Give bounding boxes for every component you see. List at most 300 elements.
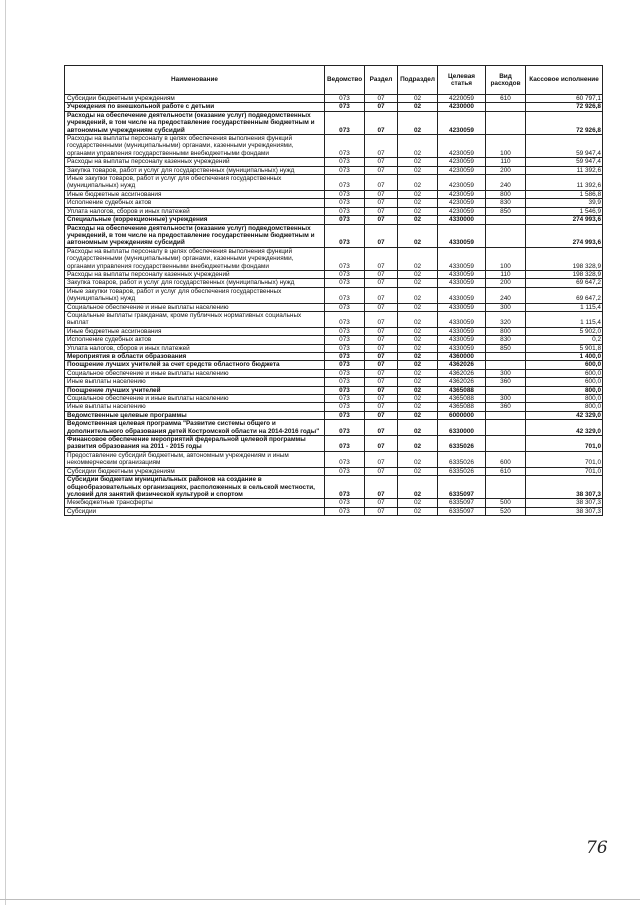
cell-target: 4330000 (438, 216, 486, 224)
cell-razdel: 07 (365, 327, 398, 335)
cell-expense-type: 850 (486, 207, 526, 215)
cell-podrazdel: 02 (398, 311, 438, 327)
cell-podrazdel: 02 (398, 303, 438, 311)
table-row (65, 420, 603, 436)
cell-expense-type: 500 (486, 499, 526, 507)
table-body (65, 95, 603, 516)
cell-expense-type: 600 (486, 451, 526, 467)
cell-expense-type: 520 (486, 507, 526, 515)
cell-expense-type (486, 224, 526, 247)
cell-razdel: 07 (365, 369, 398, 377)
cell-podrazdel: 02 (398, 378, 438, 386)
cell-target: 4330059 (438, 327, 486, 335)
cell-vedomstvo: 073 (325, 216, 365, 224)
cell-razdel: 07 (365, 279, 398, 287)
cell-amount: 1 115,4 (526, 303, 603, 311)
table-row (65, 166, 603, 174)
cell-vedomstvo: 073 (325, 386, 365, 394)
cell-vedomstvo: 073 (325, 344, 365, 352)
cell-name: Иные закупки товаров, работ и услуг для обеспечения государственных (муниципальных) нужд (65, 175, 325, 191)
cell-expense-type: 100 (486, 247, 526, 270)
cell-razdel: 07 (365, 111, 398, 134)
cell-razdel: 07 (365, 395, 398, 403)
cell-name: Ведомственная целевая программа "Развитие системы общего и дополнительного образования детей Костромской области на 2014-2016 годы" (65, 420, 325, 436)
cell-podrazdel: 02 (398, 247, 438, 270)
cell-target: 4330059 (438, 279, 486, 287)
cell-expense-type: 830 (486, 199, 526, 207)
table-row (65, 207, 603, 215)
cell-podrazdel: 02 (398, 353, 438, 361)
table-row (65, 190, 603, 198)
cell-target: 4365088 (438, 395, 486, 403)
cell-amount: 198 328,9 (526, 270, 603, 278)
cell-vedomstvo: 073 (325, 111, 365, 134)
page-edge-left (5, 0, 6, 905)
cell-podrazdel: 02 (398, 135, 438, 158)
budget-execution-table (64, 65, 603, 516)
header-target: Целевая статья (438, 66, 486, 95)
page-edge-bottom (0, 899, 640, 900)
cell-expense-type: 110 (486, 270, 526, 278)
cell-expense-type (486, 420, 526, 436)
cell-amount: 1 115,4 (526, 311, 603, 327)
cell-vedomstvo: 073 (325, 175, 365, 191)
cell-name: Субсидии бюджетным учреждениям (65, 467, 325, 475)
cell-razdel: 07 (365, 287, 398, 303)
cell-amount: 38 307,3 (526, 476, 603, 499)
cell-podrazdel: 02 (398, 190, 438, 198)
cell-target: 4330059 (438, 303, 486, 311)
cell-name: Расходы на выплаты персоналу в целях обеспечения выполнения функций государственными (муниципальными) органами, казенными учреждениями, органами управления государственными внебюджетными фондами (65, 247, 325, 270)
cell-amount: 1 546,9 (526, 207, 603, 215)
cell-vedomstvo: 073 (325, 507, 365, 515)
cell-vedomstvo: 073 (325, 207, 365, 215)
cell-podrazdel: 02 (398, 369, 438, 377)
cell-name: Поощрение лучших учителей за счет средств областного бюджета (65, 361, 325, 369)
cell-razdel: 07 (365, 224, 398, 247)
cell-name: Финансовое обеспечение мероприятий федеральной целевой программы развития образования на 2011 - 2015 годы (65, 436, 325, 452)
cell-target: 4362026 (438, 378, 486, 386)
cell-expense-type: 610 (486, 467, 526, 475)
cell-razdel: 07 (365, 190, 398, 198)
cell-razdel: 07 (365, 499, 398, 507)
cell-amount: 1 400,0 (526, 353, 603, 361)
cell-expense-type (486, 386, 526, 394)
cell-podrazdel: 02 (398, 327, 438, 335)
header-vedomstvo: Ведомство (325, 66, 365, 95)
cell-name: Расходы на выплаты персоналу казенных учреждений (65, 270, 325, 278)
cell-target: 6335026 (438, 451, 486, 467)
cell-vedomstvo: 073 (325, 436, 365, 452)
table-row (65, 403, 603, 411)
cell-amount: 800,0 (526, 395, 603, 403)
table-row (65, 336, 603, 344)
cell-vedomstvo: 073 (325, 411, 365, 419)
cell-name: Субсидии (65, 507, 325, 515)
cell-target: 4230059 (438, 190, 486, 198)
cell-name: Ведомственные целевые программы (65, 411, 325, 419)
table-row (65, 247, 603, 270)
cell-vedomstvo: 073 (325, 103, 365, 111)
cell-razdel: 07 (365, 166, 398, 174)
table-row (65, 158, 603, 166)
cell-target: 4365088 (438, 386, 486, 394)
cell-target: 4230059 (438, 166, 486, 174)
cell-amount: 38 307,3 (526, 507, 603, 515)
table-row (65, 111, 603, 134)
cell-vedomstvo: 073 (325, 270, 365, 278)
cell-vedomstvo: 073 (325, 395, 365, 403)
cell-vedomstvo: 073 (325, 361, 365, 369)
cell-name: Субсидии бюджетам муниципальных районов на создание в общеобразовательных организациях, расположенных в сельской местности, условий для занятий физической культурой и спортом (65, 476, 325, 499)
table-row (65, 287, 603, 303)
cell-expense-type: 200 (486, 166, 526, 174)
cell-podrazdel: 02 (398, 451, 438, 467)
cell-amount: 274 993,6 (526, 224, 603, 247)
cell-podrazdel: 02 (398, 287, 438, 303)
cell-podrazdel: 02 (398, 386, 438, 394)
cell-target: 4220059 (438, 95, 486, 103)
cell-target: 4230059 (438, 175, 486, 191)
cell-razdel: 07 (365, 199, 398, 207)
cell-target: 6335097 (438, 476, 486, 499)
cell-amount: 701,0 (526, 467, 603, 475)
cell-target: 4330059 (438, 224, 486, 247)
cell-target: 6335097 (438, 507, 486, 515)
cell-amount: 5 902,0 (526, 327, 603, 335)
cell-podrazdel: 02 (398, 467, 438, 475)
cell-amount: 42 329,0 (526, 420, 603, 436)
cell-name: Уплата налогов, сборов и иных платежей (65, 207, 325, 215)
table-header (65, 66, 603, 95)
table-row (65, 353, 603, 361)
cell-podrazdel: 02 (398, 199, 438, 207)
cell-target: 4360000 (438, 353, 486, 361)
cell-vedomstvo: 073 (325, 369, 365, 377)
cell-expense-type (486, 476, 526, 499)
cell-target: 4330059 (438, 336, 486, 344)
cell-razdel: 07 (365, 336, 398, 344)
cell-podrazdel: 02 (398, 279, 438, 287)
cell-razdel: 07 (365, 507, 398, 515)
cell-podrazdel: 02 (398, 344, 438, 352)
cell-amount: 0,2 (526, 336, 603, 344)
table-row (65, 216, 603, 224)
cell-target: 4230059 (438, 111, 486, 134)
table-row (65, 451, 603, 467)
cell-name: Иные бюджетные ассигнования (65, 327, 325, 335)
cell-razdel: 07 (365, 158, 398, 166)
cell-amount: 59 947,4 (526, 158, 603, 166)
cell-vedomstvo: 073 (325, 190, 365, 198)
cell-target: 6330000 (438, 420, 486, 436)
cell-podrazdel: 02 (398, 403, 438, 411)
cell-target: 4330059 (438, 247, 486, 270)
cell-razdel: 07 (365, 451, 398, 467)
cell-expense-type: 320 (486, 311, 526, 327)
header-expense-type: Вид расходов (486, 66, 526, 95)
cell-name: Расходы на выплаты персоналу в целях обеспечения выполнения функций государственными (муниципальными) органами, казенными учреждениями, органами управления государственными внебюджетными фондами (65, 135, 325, 158)
cell-amount: 42 329,0 (526, 411, 603, 419)
cell-target: 6335026 (438, 467, 486, 475)
table-row (65, 327, 603, 335)
cell-podrazdel: 02 (398, 103, 438, 111)
cell-podrazdel: 02 (398, 270, 438, 278)
cell-target: 4230059 (438, 207, 486, 215)
cell-name: Социальное обеспечение и иные выплаты населению (65, 369, 325, 377)
cell-vedomstvo: 073 (325, 95, 365, 103)
cell-name: Закупка товаров, работ и услуг для государственных (муниципальных) нужд (65, 279, 325, 287)
cell-vedomstvo: 073 (325, 199, 365, 207)
cell-razdel: 07 (365, 135, 398, 158)
cell-vedomstvo: 073 (325, 303, 365, 311)
cell-expense-type: 850 (486, 344, 526, 352)
table-row (65, 279, 603, 287)
table-row (65, 395, 603, 403)
header-podrazdel: Подраздел (398, 66, 438, 95)
table-row (65, 175, 603, 191)
cell-expense-type: 110 (486, 158, 526, 166)
cell-vedomstvo: 073 (325, 135, 365, 158)
cell-amount: 11 392,6 (526, 166, 603, 174)
cell-name: Поощрение лучших учителей (65, 386, 325, 394)
cell-amount: 1 586,8 (526, 190, 603, 198)
cell-name: Специальные (коррекционные) учреждения (65, 216, 325, 224)
cell-expense-type: 610 (486, 95, 526, 103)
cell-vedomstvo: 073 (325, 327, 365, 335)
cell-name: Мероприятия в области образования (65, 353, 325, 361)
table-row (65, 361, 603, 369)
cell-podrazdel: 02 (398, 175, 438, 191)
table-row (65, 270, 603, 278)
cell-vedomstvo: 073 (325, 467, 365, 475)
cell-name: Социальное обеспечение и иные выплаты населению (65, 395, 325, 403)
cell-amount: 701,0 (526, 451, 603, 467)
cell-expense-type: 830 (486, 336, 526, 344)
cell-name: Иные выплаты населению (65, 378, 325, 386)
cell-amount: 701,0 (526, 436, 603, 452)
cell-vedomstvo: 073 (325, 287, 365, 303)
page-number: 76 (586, 838, 608, 858)
cell-expense-type (486, 111, 526, 134)
cell-expense-type (486, 353, 526, 361)
cell-podrazdel: 02 (398, 111, 438, 134)
cell-razdel: 07 (365, 378, 398, 386)
cell-podrazdel: 02 (398, 158, 438, 166)
cell-target: 4362026 (438, 369, 486, 377)
table-row (65, 311, 603, 327)
cell-podrazdel: 02 (398, 216, 438, 224)
cell-amount: 60 797,1 (526, 95, 603, 103)
cell-razdel: 07 (365, 411, 398, 419)
header-razdel: Раздел (365, 66, 398, 95)
table-row (65, 303, 603, 311)
cell-name: Расходы на выплаты персоналу казенных учреждений (65, 158, 325, 166)
table-row (65, 507, 603, 515)
cell-razdel: 07 (365, 403, 398, 411)
cell-razdel: 07 (365, 247, 398, 270)
cell-target: 6335097 (438, 499, 486, 507)
cell-vedomstvo: 073 (325, 247, 365, 270)
table-row (65, 95, 603, 103)
cell-podrazdel: 02 (398, 420, 438, 436)
cell-name: Иные бюджетные ассигнования (65, 190, 325, 198)
table-row (65, 199, 603, 207)
cell-podrazdel: 02 (398, 476, 438, 499)
cell-target: 4230059 (438, 199, 486, 207)
cell-vedomstvo: 073 (325, 166, 365, 174)
cell-expense-type (486, 103, 526, 111)
cell-podrazdel: 02 (398, 436, 438, 452)
cell-amount: 59 947,4 (526, 135, 603, 158)
cell-razdel: 07 (365, 467, 398, 475)
cell-name: Учреждения по внешкольной работе с детьми (65, 103, 325, 111)
cell-podrazdel: 02 (398, 224, 438, 247)
cell-razdel: 07 (365, 476, 398, 499)
cell-target: 4230000 (438, 103, 486, 111)
cell-amount: 198 328,9 (526, 247, 603, 270)
cell-amount: 69 647,2 (526, 287, 603, 303)
cell-vedomstvo: 073 (325, 476, 365, 499)
table-row (65, 436, 603, 452)
cell-vedomstvo: 073 (325, 336, 365, 344)
cell-expense-type: 200 (486, 279, 526, 287)
cell-podrazdel: 02 (398, 499, 438, 507)
cell-podrazdel: 02 (398, 411, 438, 419)
cell-expense-type: 240 (486, 175, 526, 191)
cell-expense-type: 360 (486, 403, 526, 411)
cell-podrazdel: 02 (398, 166, 438, 174)
cell-target: 4230059 (438, 158, 486, 166)
cell-name: Субсидии бюджетным учреждениям (65, 95, 325, 103)
cell-expense-type: 100 (486, 135, 526, 158)
table-row (65, 386, 603, 394)
cell-vedomstvo: 073 (325, 158, 365, 166)
cell-expense-type: 800 (486, 327, 526, 335)
table-row (65, 135, 603, 158)
cell-razdel: 07 (365, 386, 398, 394)
cell-target: 4362026 (438, 361, 486, 369)
cell-vedomstvo: 073 (325, 279, 365, 287)
cell-amount: 600,0 (526, 361, 603, 369)
cell-name: Уплата налогов, сборов и иных платежей (65, 344, 325, 352)
cell-vedomstvo: 073 (325, 224, 365, 247)
header-cash-execution: Кассовое исполнение (526, 66, 603, 95)
cell-vedomstvo: 073 (325, 353, 365, 361)
cell-expense-type (486, 411, 526, 419)
cell-razdel: 07 (365, 95, 398, 103)
table-row (65, 224, 603, 247)
cell-expense-type: 300 (486, 303, 526, 311)
cell-name: Закупка товаров, работ и услуг для государственных (муниципальных) нужд (65, 166, 325, 174)
cell-podrazdel: 02 (398, 95, 438, 103)
cell-amount: 600,0 (526, 369, 603, 377)
cell-expense-type: 800 (486, 190, 526, 198)
cell-razdel: 07 (365, 344, 398, 352)
cell-name: Межбюджетные трансферты (65, 499, 325, 507)
cell-target: 6335026 (438, 436, 486, 452)
cell-vedomstvo: 073 (325, 311, 365, 327)
cell-name: Социальное обеспечение и иные выплаты населению (65, 303, 325, 311)
cell-vedomstvo: 073 (325, 499, 365, 507)
table-row (65, 378, 603, 386)
table-row (65, 369, 603, 377)
cell-expense-type: 300 (486, 395, 526, 403)
cell-razdel: 07 (365, 311, 398, 327)
cell-expense-type: 360 (486, 378, 526, 386)
cell-amount: 600,0 (526, 378, 603, 386)
table-row (65, 476, 603, 499)
table-row (65, 467, 603, 475)
cell-razdel: 07 (365, 303, 398, 311)
cell-expense-type (486, 436, 526, 452)
cell-amount: 39,9 (526, 199, 603, 207)
cell-expense-type (486, 361, 526, 369)
cell-target: 4330059 (438, 344, 486, 352)
cell-razdel: 07 (365, 207, 398, 215)
cell-expense-type: 300 (486, 369, 526, 377)
cell-podrazdel: 02 (398, 336, 438, 344)
cell-target: 4330059 (438, 287, 486, 303)
table-row (65, 411, 603, 419)
cell-name: Предоставление субсидий бюджетным, автономным учреждениям и иным некоммерческим организациям (65, 451, 325, 467)
cell-amount: 38 307,3 (526, 499, 603, 507)
cell-vedomstvo: 073 (325, 403, 365, 411)
cell-razdel: 07 (365, 420, 398, 436)
table-row (65, 344, 603, 352)
cell-amount: 800,0 (526, 386, 603, 394)
cell-razdel: 07 (365, 270, 398, 278)
table-row (65, 103, 603, 111)
cell-vedomstvo: 073 (325, 420, 365, 436)
cell-amount: 72 926,8 (526, 111, 603, 134)
cell-amount: 800,0 (526, 403, 603, 411)
cell-podrazdel: 02 (398, 395, 438, 403)
cell-amount: 11 392,6 (526, 175, 603, 191)
cell-name: Иные закупки товаров, работ и услуг для обеспечения государственных (муниципальных) нужд (65, 287, 325, 303)
cell-podrazdel: 02 (398, 361, 438, 369)
header-name: Наименование (65, 66, 325, 95)
cell-name: Расходы на обеспечение деятельности (оказание услуг) подведомственных учреждений, в том числе на предоставление государственным бюджетным и автономным учреждениям субсидий (65, 224, 325, 247)
cell-name: Исполнение судебных актов (65, 336, 325, 344)
cell-name: Расходы на обеспечение деятельности (оказание услуг) подведомственных учреждений, в том числе на предоставление государственным бюджетным и автономным учреждениям субсидий (65, 111, 325, 134)
cell-razdel: 07 (365, 103, 398, 111)
cell-amount: 72 926,8 (526, 103, 603, 111)
cell-amount: 274 993,6 (526, 216, 603, 224)
cell-target: 4330059 (438, 311, 486, 327)
cell-razdel: 07 (365, 353, 398, 361)
cell-razdel: 07 (365, 175, 398, 191)
cell-podrazdel: 02 (398, 207, 438, 215)
cell-razdel: 07 (365, 361, 398, 369)
cell-expense-type (486, 216, 526, 224)
cell-razdel: 07 (365, 436, 398, 452)
cell-target: 4230059 (438, 135, 486, 158)
cell-target: 4330059 (438, 270, 486, 278)
cell-amount: 5 901,8 (526, 344, 603, 352)
cell-razdel: 07 (365, 216, 398, 224)
cell-expense-type: 240 (486, 287, 526, 303)
cell-name: Социальные выплаты гражданам, кроме публичных нормативных социальных выплат (65, 311, 325, 327)
table-row (65, 499, 603, 507)
cell-name: Исполнение судебных актов (65, 199, 325, 207)
cell-vedomstvo: 073 (325, 378, 365, 386)
cell-podrazdel: 02 (398, 507, 438, 515)
cell-target: 4365088 (438, 403, 486, 411)
cell-target: 6000000 (438, 411, 486, 419)
cell-amount: 69 647,2 (526, 279, 603, 287)
cell-name: Иные выплаты населению (65, 403, 325, 411)
